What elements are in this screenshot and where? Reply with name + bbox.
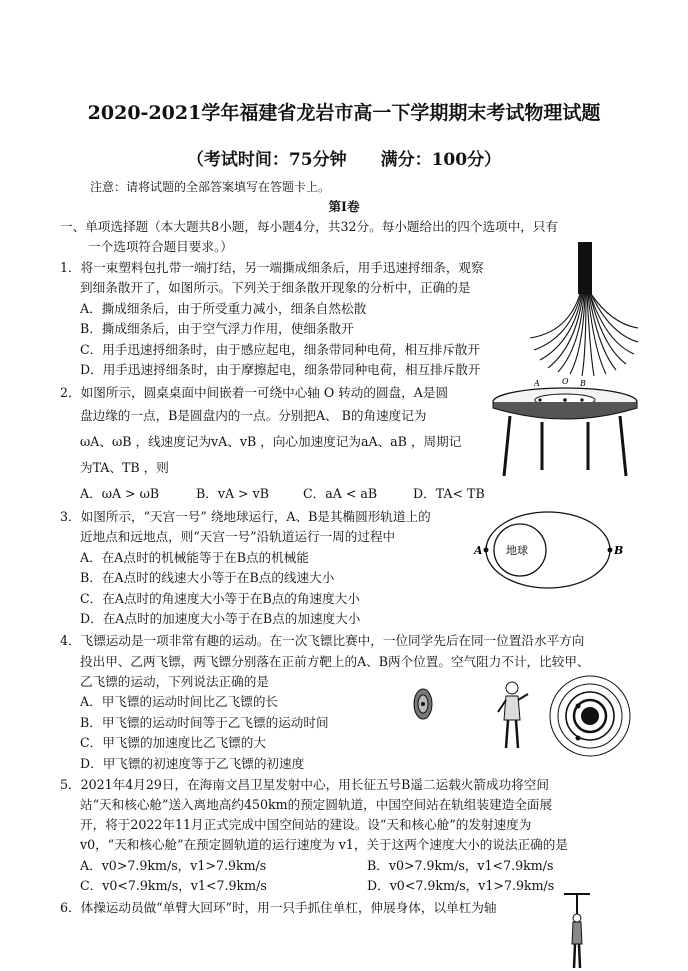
q4-option-a: A．甲飞镖的运动时间比乙飞镖的长 xyxy=(80,694,279,709)
q6-stem: 6．体操运动员做“单臂大回环”时，用一只手抓住单杠，伸展身体，以单杠为轴 xyxy=(60,900,497,915)
target-figure xyxy=(548,674,632,758)
q3-orbit-figure xyxy=(470,508,624,594)
q1-stem: 1．将一束塑料包扎带一端打结，另一端撕成细条后，用手迅速捋细条，观察 xyxy=(60,260,484,275)
q2-option-a: A．ωA > ωB xyxy=(80,486,160,501)
page-title: 2020-2021学年福建省龙岩市高一下学期期末考试物理试题 xyxy=(87,102,601,124)
q1-option-d: D．用手迅速捋细条时，由于摩擦起电，细条带同种电荷，相互排斥散开 xyxy=(80,362,481,377)
q5-stem-cont3: v0，“天和核心舱”在预定圆轨道的运行速度为 v1，关于这两个速度大小的说法正确的是 xyxy=(80,837,568,852)
q3-option-c: C．在A点时的角速度大小等于在B点的角速度大小 xyxy=(80,591,360,606)
q2-stem-cont: 盘边缘的一点，B是圆盘内的一点。分别把A、 B的角速度记为 xyxy=(80,408,427,423)
q4-option-c: C．甲飞镖的加速度比乙飞镖的大 xyxy=(80,735,266,750)
q5-option-b: B．v0>7.9km/s，v1<7.9km/s xyxy=(367,858,554,873)
label-b: B xyxy=(580,379,586,388)
q4-option-d: D．甲飞镖的初速度等于乙飞镖的初速度 xyxy=(80,756,305,771)
q4-stem-cont: 投出甲、乙两飞镖，两飞镖分别落在正前方靶上的A、B两个位置。空气阻力不计，比较甲、 xyxy=(80,654,590,669)
q5-option-d: D．v0<7.9km/s，v1>7.9km/s xyxy=(367,878,555,893)
volume-heading: 第Ⅰ卷 xyxy=(328,199,360,214)
q2-option-d: D．TA< TB xyxy=(413,486,485,501)
notice: 注意：请将试题的全部答案填写在答题卡上。 xyxy=(90,180,331,194)
gymnast-figure xyxy=(562,890,592,970)
point-b-label: B xyxy=(614,544,624,557)
q2-stem-cont3: 为TA、TB ，则 xyxy=(80,460,169,475)
section-heading-cont: 一个选项符合题目要求。） xyxy=(88,239,233,254)
q5-option-c: C．v0<7.9km/s，v1<7.9km/s xyxy=(80,878,267,893)
dart-thrower-figure xyxy=(492,678,532,750)
q4-stem-cont2: 乙飞镖的运动，下列说法正确的是 xyxy=(80,674,269,689)
q2-stem-cont2: ωA、ωB ，线速度记为vA、vB ，向心加速度记为aA、aB ，周期记 xyxy=(80,434,462,449)
q1-option-b: B．撕成细条后，由于空气浮力作用，使细条散开 xyxy=(80,321,354,336)
q4-stem: 4．飞镖运动是一项非常有趣的运动。在一次飞镖比赛中，一位同学先后在同一位置沿水平方向 xyxy=(60,633,585,648)
q1-stem-cont: 到细条散开了，如图所示。下列关于细条散开现象的分析中，正确的是 xyxy=(80,280,471,295)
dart-board-icon xyxy=(412,686,434,722)
q3-option-a: A．在A点时的机械能等于在B点的机械能 xyxy=(80,550,309,565)
point-a-label: A xyxy=(474,544,483,557)
exam-info: （考试时间：75分钟 满分：100分） xyxy=(186,150,502,170)
q5-stem-cont2: 开，将于2022年11月正式完成中国空间站的建设。设“天和核心舱”的发射速度为 xyxy=(80,817,532,832)
q1-option-c: C．用手迅速捋细条时，由于感应起电，细条带同种电荷，相互排斥散开 xyxy=(80,342,481,357)
section-heading: 一、单项选择题（本大题共8小题，每小题4分，共32分。每小题给出的四个选项中，只有 xyxy=(60,219,559,234)
q1-option-a: A．撕成细条后，由于所受重力减小，细条自然松散 xyxy=(80,301,367,316)
q5-stem: 5．2021年4月29日，在海南文昌卫星发射中心，用长征五号B遥二运载火箭成功将空间 xyxy=(60,777,549,792)
q2-stem: 2．如图所示，圆桌桌面中间嵌着一可绕中心轴 O 转动的圆盘，A是圆 xyxy=(60,385,449,400)
q3-stem-cont: 近地点和远地点，则“天宫一号”沿轨道运行一周的过程中 xyxy=(80,529,396,544)
label-o: O xyxy=(562,377,569,386)
q1-strips-figure xyxy=(528,242,640,378)
q3-option-d: D．在A点时的加速度大小等于在B点的加速度大小 xyxy=(80,611,361,626)
q4-option-b: B．甲飞镖的运动时间等于乙飞镖的运动时间 xyxy=(80,715,329,730)
q2-option-c: C．aA < aB xyxy=(303,486,378,501)
q5-option-a: A．v0>7.9km/s，v1>7.9km/s xyxy=(80,858,267,873)
earth-label: 地球 xyxy=(506,544,528,557)
q2-table-figure xyxy=(490,372,640,482)
q5-stem-cont: 站“天和核心舱”送入离地高约450km的预定圆轨道，中国空间站在轨组装建造全面展 xyxy=(80,797,553,812)
q3-stem: 3．如图所示，“天宫一号” 绕地球运行，A、B是其椭圆形轨道上的 xyxy=(60,509,431,524)
q2-option-b: B．vA > vB xyxy=(196,486,269,501)
q3-option-b: B．在A点时的线速大小等于在B点的线速大小 xyxy=(80,570,335,585)
label-a: A xyxy=(534,379,540,388)
